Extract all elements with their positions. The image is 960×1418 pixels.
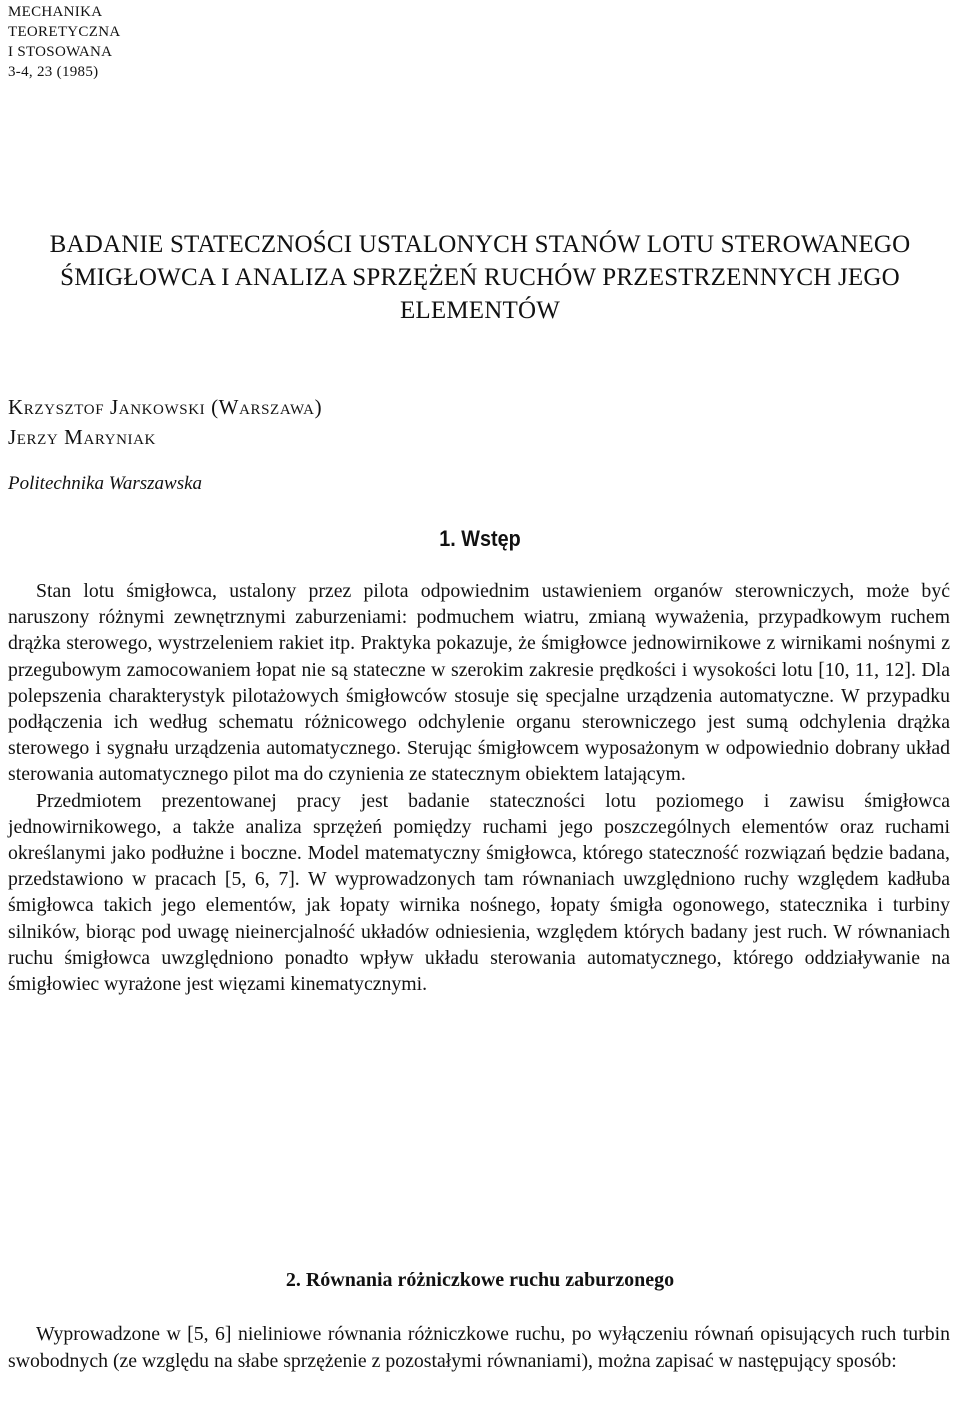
title-line: ELEMENTÓW [399, 297, 561, 324]
journal-name-line: MECHANIKA [8, 4, 103, 20]
author-name: Jerzy Maryniak [8, 425, 156, 449]
journal-name-line: TEORETYCZNA [8, 24, 121, 40]
paragraph: Wyprowadzone w [5, 6] nieliniowe równania różniczkowe ruchu, po wyłączeniu równań opisujących ruch turbin swobodnych (ze względu na słabe sprzężenie z pozostałymi równaniami), można zapisać w następujący sposób: [8, 1323, 950, 1372]
paragraph: Przedmiotem prezentowanej pracy jest badanie stateczności lotu poziomego i zawisu śmigłowca jednowirnikowego, a także analiza sprzężeń pomiędzy ruchami jego poszczególnych elementów oraz ruchami określanymi jako podłużne i boczne. Model matematyczny śmigłowca, którego stateczność rozwiązań będzie badana, przedstawiono w pracach [5, 6, 7]. W wyprowadzonych tam równaniach uwzględniono ruchy względem kadłuba śmigłowca takich jego elementów, jak łopaty wirnika nośnego, łopaty śmigła ogonowego, statecznika i turbiny silników, biorąc pod uwagę nieinercjalność układów odniesienia, względem których badany jest ruch. W równaniach ruchu śmigłowca uwzględniono ponadto wpływ układu sterowania automatycznego, którego oddziaływanie na śmigłowiec wyrażone jest więzami kinematycznymi. [8, 789, 950, 996]
section-heading-equations: 2. Równania różniczkowe ruchu zaburzonego [285, 1269, 675, 1291]
author-list [8, 392, 322, 452]
journal-volume: 3-4, 23 (1985) [8, 64, 99, 80]
author-name: Krzysztof Jankowski (Warszawa) [8, 395, 323, 419]
title-line: ŚMIGŁOWCA I ANALIZA SPRZĘŻEŃ RUCHÓW PRZESTRZENNYCH JEGO [60, 264, 900, 291]
journal-name-line: I STOSOWANA [8, 44, 113, 60]
title-line: BADANIE STATECZNOŚCI USTALONYCH STANÓW LOTU STEROWANEGO [49, 231, 911, 258]
journal-header [8, 2, 120, 82]
affiliation: Politechnika Warszawska [8, 473, 203, 494]
section-body-equations [8, 1321, 950, 1374]
paragraph: Stan lotu śmigłowca, ustalony przez pilota odpowiednim ustawieniem organów sterowniczych, może być naruszony różnymi zewnętrznymi zaburzeniami: podmuchem wiatru, zmianą wyważenia, przypadkowym ruchem drążka sterowego, wystrzeleniem rakiet itp. Praktyka pokazuje, że śmigłowce jednowirnikowe z wirnikami nośnymi z przegubowym zamocowaniem łopat nie są stateczne w szerokim zakresie prędkości i wysokości lotu [10, 11, 12]. Dla polepszenia charakterystyk pilotażowych śmigłowców stosuje się specjalne urządzenia automatyczne. W przypadku podłączenia ich według schematu różnicowego odchylenie organu sterowniczego jest sumą odchylenia drążka sterowego i sygnału urządzenia automatycznego. Sterując śmigłowcem wyposażonym w odpowiednio dobrany układ sterowania automatycznego pilot ma do czynienia ze statecznym obiektem latającym. [8, 580, 950, 786]
section-body-introduction [8, 578, 950, 997]
section-heading-introduction: 1. Wstęp [439, 526, 521, 551]
paper-title [8, 228, 952, 327]
